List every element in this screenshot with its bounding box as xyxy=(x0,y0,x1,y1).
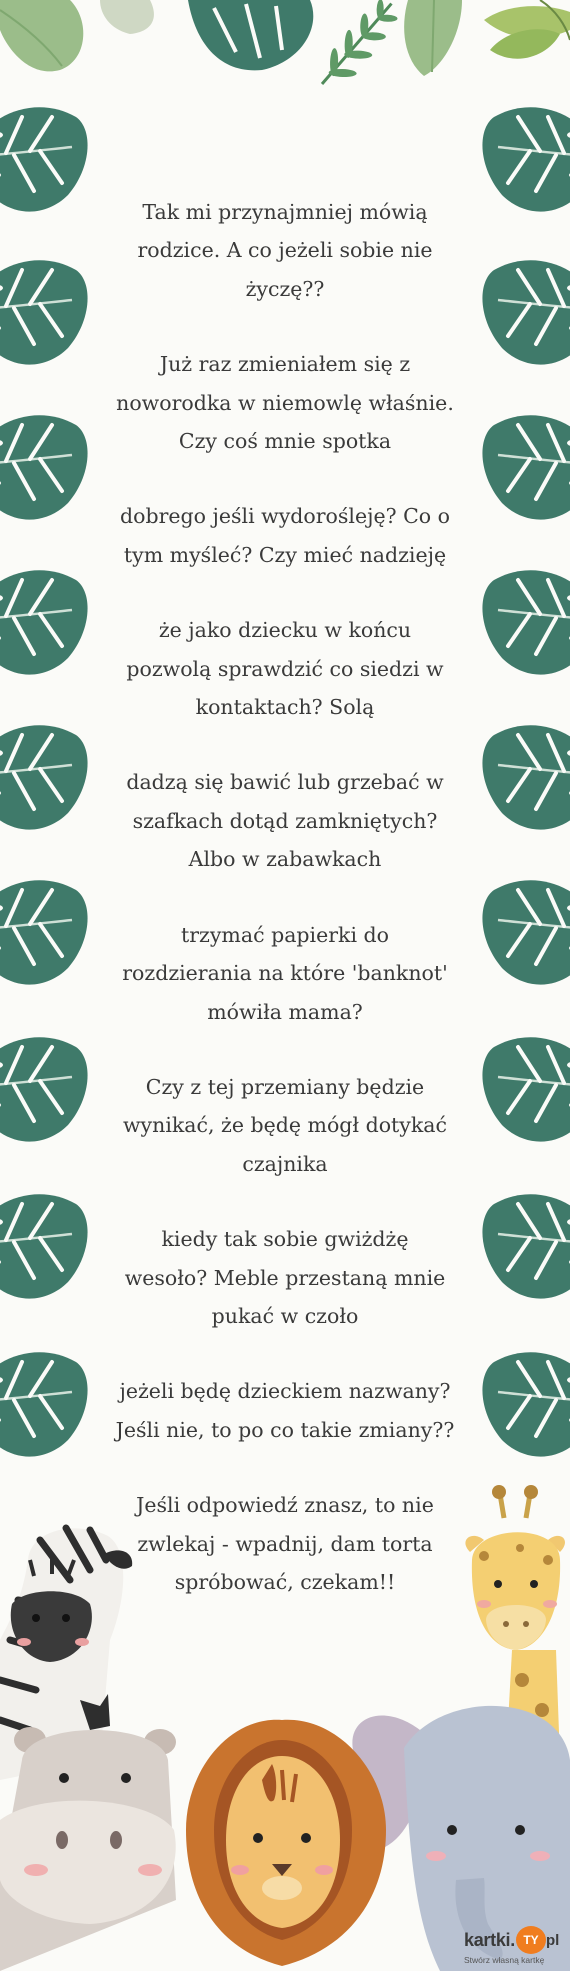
poem-line: że jako dziecku w końcu xyxy=(158,618,412,643)
poem-line: noworodka w niemowlę właśnie. xyxy=(116,390,454,415)
poem-line: Już raz zmieniałem się z xyxy=(159,352,411,377)
poem-stanza xyxy=(110,345,460,460)
poem-stanza xyxy=(110,1486,460,1601)
lion-icon xyxy=(186,1720,386,1966)
poem-line: pukać w czoło xyxy=(211,1303,359,1328)
logo-wordmark: kartki. xyxy=(464,1930,515,1950)
logo-tagline: Stwórz własną kartkę xyxy=(464,1955,545,1965)
poem-line: rozdzierania na które 'banknot' xyxy=(122,961,448,986)
kartki-logo[interactable] xyxy=(460,1926,568,1970)
poem-line: Czy z tej przemiany będzie xyxy=(145,1074,425,1099)
poem-line: Jeśli odpowiedź znasz, to nie xyxy=(136,1493,434,1518)
poem-line: trzymać papierki do xyxy=(181,922,389,947)
logo-tld: pl xyxy=(546,1932,560,1949)
poem-line: jeżeli będę dzieckiem nazwany? xyxy=(119,1379,451,1404)
poem-stanza xyxy=(110,1372,460,1449)
poem-line: Jeśli nie, to po co takie zmiany?? xyxy=(115,1417,455,1442)
poem-stanza xyxy=(110,611,460,726)
poem-line: Tak mi przynajmniej mówią xyxy=(142,200,428,224)
right-leaf-border xyxy=(482,107,570,1456)
logo-badge: TY xyxy=(516,1926,546,1954)
poem-stanza xyxy=(110,497,460,574)
poem-line: rodzice. A co jeżeli sobie nie xyxy=(137,238,433,263)
poem-line: zwlekaj - wpadnij, dam torta xyxy=(137,1531,433,1556)
poem-stanza xyxy=(110,916,460,1031)
poem-line: wesoło? Meble przestaną mnie xyxy=(124,1265,446,1290)
poem-line: Albo w zabawkach xyxy=(188,847,382,872)
poem-stanza xyxy=(110,763,460,878)
poem-line: pozwolą sprawdzić co siedzi w xyxy=(126,656,444,681)
poem-stanza xyxy=(110,1068,460,1183)
poem-line: mówiła mama? xyxy=(207,999,363,1024)
poem-line: dobrego jeśli wydorośleję? Co o xyxy=(120,504,450,529)
poem-line: Czy coś mnie spotka xyxy=(178,429,392,454)
poem-stanza xyxy=(110,193,460,308)
poem-line: kiedy tak sobie gwiżdżę xyxy=(161,1227,409,1252)
poem-line: wynikać, że będę mógł dotykać xyxy=(123,1113,447,1138)
poem-line: szafkach dotąd zamkniętych? xyxy=(132,808,438,833)
poem-line: czajnika xyxy=(242,1151,328,1176)
poem-line: dadzą się bawić lub grzebać w xyxy=(126,770,444,795)
poem-line: spróbować, czekam!! xyxy=(174,1569,396,1594)
poem-text xyxy=(110,193,460,1601)
poem-line: życzę?? xyxy=(245,276,325,301)
top-foliage xyxy=(0,0,570,84)
poem-stanza xyxy=(110,1220,460,1335)
poem-line: tym myśleć? Czy mieć nadzieję xyxy=(123,542,447,567)
left-leaf-border xyxy=(0,107,88,1456)
poem-line: kontaktach? Solą xyxy=(195,695,375,720)
hippo-icon xyxy=(0,1694,176,1971)
